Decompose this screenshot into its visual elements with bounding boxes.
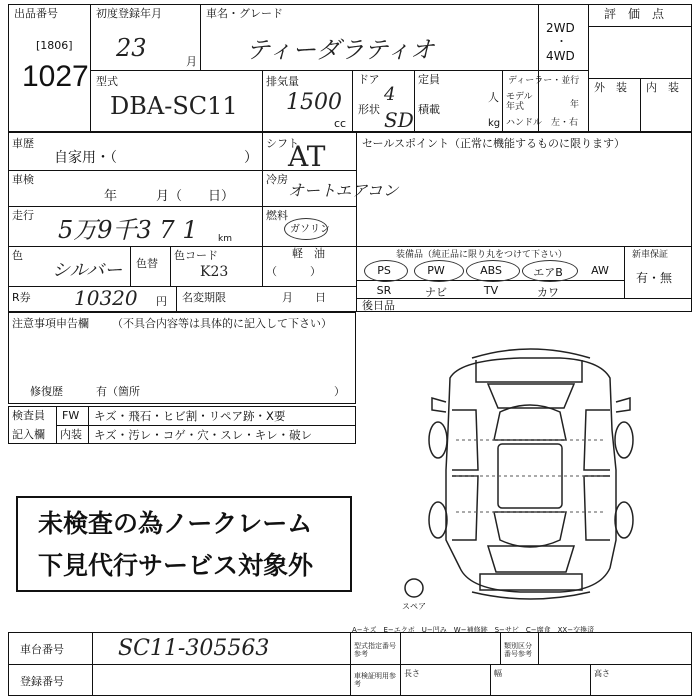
- capacity-label: 定員: [418, 73, 440, 86]
- divider: [350, 664, 692, 665]
- inspector-label2: 記入欄: [12, 428, 45, 441]
- handle-label: ハンドル 左・右: [506, 118, 579, 128]
- fuel-diesel: 軽 油: [292, 247, 325, 260]
- model-year-label: モデル年式: [506, 92, 533, 112]
- equip-aw[interactable]: AW: [591, 264, 609, 277]
- model-label: 型式: [96, 75, 118, 88]
- fuel-gas: ガソリン: [290, 224, 330, 235]
- shift-value: AT: [288, 140, 326, 173]
- shift-label: シフト: [266, 137, 299, 150]
- new-car-label: 新車保証: [632, 250, 669, 260]
- fw-label: FW: [62, 409, 80, 422]
- equipment-label: 装備品（純正品に限り丸をつけて下さい）: [396, 250, 568, 260]
- vehicle-cert-label: 車検証明用参考: [354, 672, 396, 688]
- lot-number: 1027: [22, 60, 89, 93]
- equip-abs[interactable]: ABS: [480, 264, 502, 277]
- notes-hint: （不具合内容等は具体的に記入して下さい）: [112, 317, 332, 330]
- legend: A−キズ E−エクボ U−凹み W−補修跡 S−サビ C−腐食 XX−交換済: [352, 626, 595, 634]
- color-code-label: 色コード: [174, 249, 218, 262]
- model-value: DBA-SC11: [110, 92, 238, 120]
- drive-2wd: 2WD: [546, 21, 575, 35]
- equip-pw[interactable]: PW: [427, 264, 445, 277]
- rating-label: 評 価 点: [604, 7, 665, 21]
- load-label: 積載: [418, 103, 440, 116]
- dealer-label: ディーラー・並行: [508, 76, 580, 86]
- month-unit: 月: [186, 55, 197, 68]
- fw-items: キズ・飛石・ヒビ割・リペア跡・X要: [94, 409, 286, 423]
- divider: [590, 664, 591, 696]
- shape-value: SD: [384, 108, 414, 132]
- lot-label: 出品番号: [14, 7, 58, 20]
- equip-ps[interactable]: PS: [377, 264, 391, 277]
- class-label: 類別区分番号参考: [504, 642, 532, 658]
- length-label: 長さ: [404, 669, 420, 678]
- drive-4wd: 4WD: [546, 49, 575, 63]
- ac-value: オートエアコン: [288, 181, 399, 200]
- door-label: ドア: [358, 73, 380, 86]
- history-close: ）: [244, 150, 258, 166]
- spare-label: スペア: [402, 602, 426, 611]
- ext-label: 外 装: [594, 81, 627, 94]
- name-change-value: 月 日: [282, 291, 326, 304]
- door-value: 4: [384, 84, 396, 105]
- year-unit: 年: [570, 100, 580, 110]
- chassis-label: 車台番号: [20, 643, 64, 656]
- color-code-value: K23: [200, 264, 229, 280]
- width-label: 幅: [494, 669, 502, 678]
- mileage-value: 5万9千3 7 1: [58, 216, 198, 244]
- car-name-label: 車名・グレード: [206, 7, 283, 20]
- km-unit: km: [218, 234, 232, 244]
- divider: [500, 632, 501, 664]
- new-car-value: 有・無: [636, 271, 673, 285]
- int-label: 内 装: [646, 81, 679, 94]
- int-items: キズ・汚レ・コゲ・穴・スレ・キレ・破レ: [94, 428, 313, 442]
- chassis-value: SC11-305563: [118, 636, 270, 661]
- ac-label: 冷房: [266, 173, 288, 186]
- displacement-label: 排気量: [266, 75, 299, 88]
- color-value: シルバー: [52, 260, 123, 281]
- sales-label: セールスポイント（正常に機能するものに限ります）: [362, 137, 626, 150]
- later-label: 後日品: [362, 299, 395, 312]
- fuel-label: 燃料: [266, 209, 288, 222]
- reg-label: 登録番号: [20, 675, 64, 688]
- mileage-label: 走行: [12, 209, 34, 222]
- equip-sr[interactable]: SR: [376, 284, 392, 297]
- cc-unit: cc: [334, 117, 347, 130]
- shape-label: 形状: [358, 103, 380, 116]
- color-change-label: 色替: [136, 257, 158, 270]
- height-label: 高さ: [594, 669, 610, 678]
- name-change-label: 名変期限: [182, 291, 226, 304]
- first-reg-year: 23: [116, 34, 147, 62]
- history-label: 車歴: [12, 137, 34, 150]
- equip-leather[interactable]: カワ: [537, 286, 559, 299]
- inspector-label1: 検査員: [12, 409, 45, 422]
- cert-label: 型式指定番号参考: [354, 642, 396, 658]
- repair-value: 有（箇所: [96, 385, 140, 398]
- displacement-value: 1500: [286, 90, 342, 115]
- notes-label: 注意事項申告欄: [12, 317, 89, 330]
- drive-sep: ・: [556, 35, 567, 48]
- equip-tv[interactable]: TV: [483, 284, 499, 297]
- int-insp-label: 内装: [60, 428, 82, 441]
- repair-label: 修復歴: [30, 385, 63, 398]
- divider: [400, 632, 401, 696]
- fuel-paren: （ ）: [266, 265, 321, 278]
- divider: [8, 664, 350, 665]
- r-label: R券: [12, 291, 31, 304]
- lot-sub: [1806]: [36, 39, 73, 52]
- notice-line2: 下見代行サービス対象外: [38, 551, 314, 580]
- equip-navi[interactable]: ナビ: [425, 286, 447, 299]
- shaken-value: 年 月（ 日）: [104, 189, 235, 204]
- notice-line1: 未検査の為ノークレーム: [38, 509, 313, 538]
- shaken-label: 車検: [12, 173, 34, 186]
- kg-unit: kg: [488, 118, 501, 129]
- equip-airbag[interactable]: エアB: [533, 266, 563, 279]
- car-name: ティーダラティオ: [246, 36, 435, 64]
- divider: [490, 664, 491, 696]
- r-value: 10320: [74, 286, 138, 310]
- yen-unit: 円: [156, 295, 167, 308]
- first-reg-label: 初度登録年月: [96, 7, 162, 20]
- divider: [538, 632, 539, 664]
- history-value: 自家用・（: [54, 150, 117, 166]
- color-label: 色: [12, 249, 23, 262]
- repair-close: ）: [334, 385, 345, 398]
- person-unit: 人: [488, 91, 499, 104]
